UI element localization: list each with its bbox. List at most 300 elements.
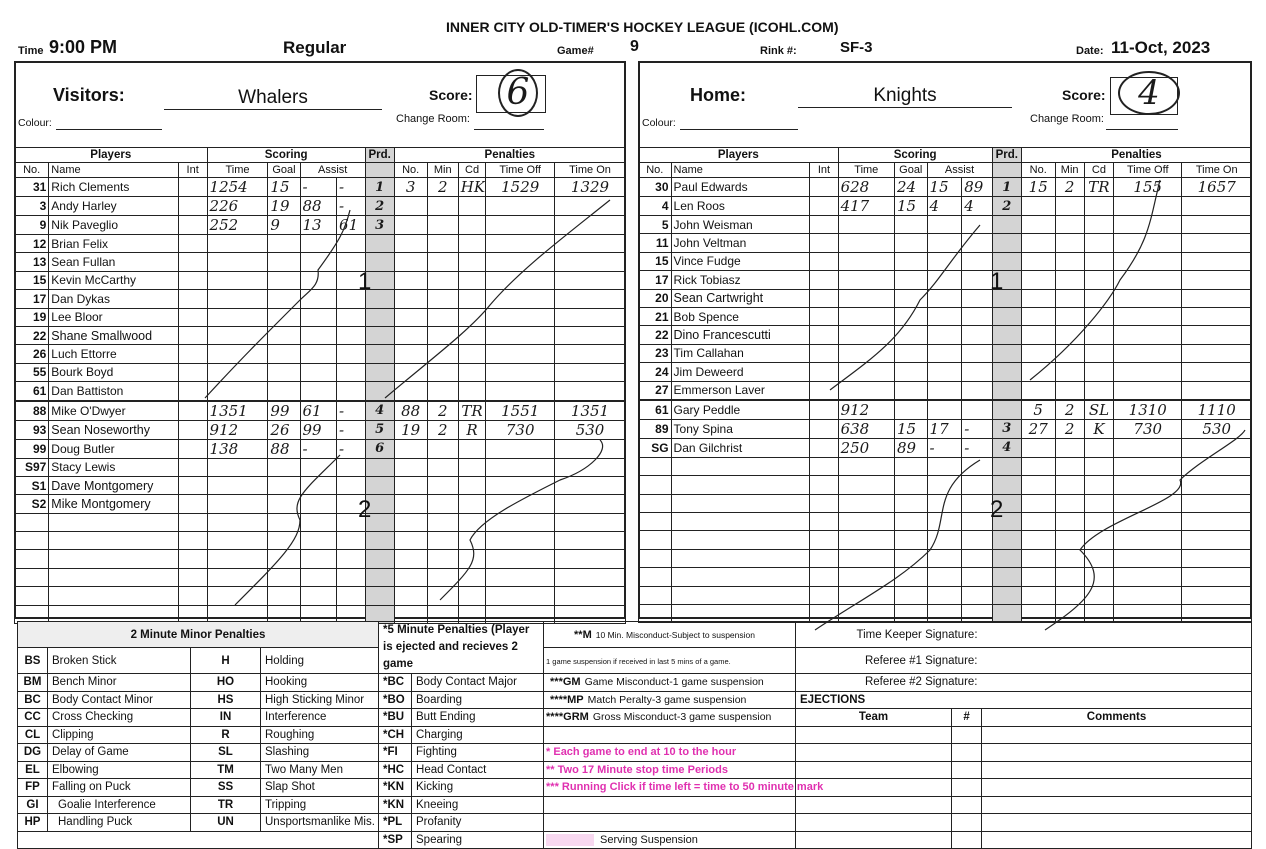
penalty-on	[555, 363, 626, 381]
penalty-off	[1114, 234, 1182, 252]
penalty-cd	[1084, 549, 1113, 567]
scoring-time: 912	[838, 400, 894, 420]
col-prd	[992, 163, 1021, 178]
penalty-no: 19	[394, 420, 427, 439]
misconduct-text: ** Two 17 Minute stop time Periods	[546, 763, 728, 776]
scoring-goal	[895, 307, 928, 325]
penalty-no	[1021, 234, 1055, 252]
scoring-a1: 99	[300, 420, 337, 439]
table-row	[15, 382, 626, 401]
player-name: Mike Montgomery	[49, 495, 178, 513]
minor-code-2: R	[191, 726, 261, 744]
scoring-goal	[268, 476, 300, 494]
scoring-a1: 61	[300, 401, 337, 421]
scoring-a1	[300, 326, 337, 344]
penalties-header: Penalties	[394, 148, 625, 163]
period-cell	[365, 568, 394, 586]
penalty-on	[555, 587, 626, 605]
scoring-goal	[268, 458, 300, 476]
minor-code: CC	[18, 709, 48, 727]
ejection-comments-cell[interactable]	[982, 831, 1252, 849]
period-cell	[992, 457, 1021, 475]
penalty-off	[486, 382, 555, 401]
penalty-no	[1021, 513, 1055, 531]
period-cell	[992, 476, 1021, 494]
scoring-a1	[927, 586, 962, 604]
scoring-time: 250	[838, 438, 894, 457]
signature-label: Referee #2 Signature:	[796, 674, 982, 692]
ejection-number-cell[interactable]	[952, 814, 982, 832]
ejection-number-cell[interactable]	[952, 779, 982, 797]
ejection-comments-cell[interactable]	[982, 814, 1252, 832]
period-cell	[365, 235, 394, 253]
player-name: Bob Spence	[671, 307, 810, 325]
penalty-no	[394, 532, 427, 550]
player-number: 88	[15, 401, 49, 421]
scoring-a1: 13	[300, 216, 337, 235]
ejection-number-cell[interactable]	[952, 831, 982, 849]
misconduct-text: ***GM	[550, 676, 581, 689]
int-cell	[810, 476, 838, 494]
time-label: Time	[18, 45, 44, 57]
scoring-header: Scoring	[207, 148, 365, 163]
penalty-on	[555, 308, 626, 326]
penalty-cd	[1084, 344, 1113, 362]
penalty-no	[1021, 457, 1055, 475]
player-name	[671, 476, 810, 494]
penalty-no	[394, 290, 427, 308]
penalty-off: 730	[486, 420, 555, 439]
ejection-team-cell[interactable]	[796, 726, 952, 744]
scoring-goal: 19	[268, 197, 300, 216]
scoring-a2	[337, 550, 366, 568]
scoring-goal: 9	[268, 216, 300, 235]
penalty-cd	[458, 290, 486, 308]
table-row	[15, 290, 626, 308]
ejection-comments-cell[interactable]	[982, 779, 1252, 797]
scoring-a2	[962, 307, 992, 325]
minor-name: Handling Puck	[48, 814, 191, 832]
minor-code-2: HS	[191, 691, 261, 709]
scoring-a2	[337, 476, 366, 494]
home-score-value: 4	[1118, 71, 1180, 115]
player-number	[639, 494, 672, 512]
penalty-on	[555, 495, 626, 513]
penalty-on	[1182, 586, 1252, 604]
minor-code: DG	[18, 744, 48, 762]
penalty-min	[427, 476, 458, 494]
home-colour-label: Colour:	[642, 117, 676, 129]
penalty-on: 1351	[555, 401, 626, 421]
scoring-time	[838, 216, 894, 234]
scoring-a1	[300, 308, 337, 326]
penalty-no	[394, 326, 427, 344]
player-number: S97	[15, 458, 49, 476]
scoring-time	[207, 271, 268, 289]
penalty-on	[1182, 252, 1252, 270]
ejection-comments-cell[interactable]	[982, 761, 1252, 779]
penalty-min	[427, 532, 458, 550]
ejection-team-cell[interactable]	[796, 831, 952, 849]
period-cell: 6	[365, 439, 394, 458]
player-name: Sean Cartwright	[671, 289, 810, 307]
penalty-cd	[458, 363, 486, 381]
penalty-cd	[458, 308, 486, 326]
penalty-off	[486, 290, 555, 308]
player-name: Kevin McCarthy	[49, 271, 178, 289]
ejection-number-cell[interactable]	[952, 726, 982, 744]
player-number: 17	[15, 290, 49, 308]
penalty-off	[486, 458, 555, 476]
misconduct-cell	[544, 709, 796, 727]
penalty-on	[555, 290, 626, 308]
int-cell	[810, 400, 838, 420]
scoring-time	[207, 495, 268, 513]
table-row	[639, 438, 1252, 457]
ejection-number-cell[interactable]	[952, 744, 982, 762]
penalty-on	[1182, 381, 1252, 400]
penalty-min	[1055, 252, 1084, 270]
player-number: 17	[639, 271, 672, 289]
scoring-goal	[895, 568, 928, 586]
penalty-min: 2	[427, 401, 458, 421]
scoring-time	[207, 253, 268, 271]
penalty-cd	[1084, 271, 1113, 289]
ejection-number-cell[interactable]	[952, 796, 982, 814]
scoring-a1	[300, 290, 337, 308]
penalty-cd: SL	[1084, 400, 1113, 420]
int-cell	[810, 344, 838, 362]
minor-name: Body Contact Minor	[48, 691, 191, 709]
penalty-on	[1182, 216, 1252, 234]
period-cell: 4	[365, 401, 394, 421]
player-number: 24	[639, 363, 672, 381]
penalty-cd	[458, 382, 486, 401]
misconduct-cell	[544, 691, 796, 709]
scoring-a1	[300, 476, 337, 494]
player-name: Emmerson Laver	[671, 381, 810, 400]
penalty-no	[1021, 568, 1055, 586]
player-number: 13	[15, 253, 49, 271]
scoring-time: 1254	[207, 178, 268, 197]
scoring-a1	[300, 550, 337, 568]
penalty-no	[1021, 197, 1055, 216]
ejection-team-cell[interactable]	[796, 744, 952, 762]
ejection-comments-cell[interactable]	[982, 796, 1252, 814]
scoring-goal	[268, 382, 300, 401]
penalty-on: 530	[1182, 419, 1252, 438]
scoring-goal	[895, 400, 928, 420]
scoring-time	[207, 550, 268, 568]
col-cd: Cd	[1084, 163, 1113, 178]
penalty-min	[1055, 549, 1084, 567]
table-row	[639, 289, 1252, 307]
penalty-cd	[458, 550, 486, 568]
penalty-no	[394, 587, 427, 605]
table-row	[639, 494, 1252, 512]
penalty-cd	[1084, 586, 1113, 604]
scoring-time	[207, 345, 268, 363]
penalty-min	[1055, 381, 1084, 400]
scoring-a1	[300, 568, 337, 586]
col-int: Int	[810, 163, 838, 178]
scoring-a2	[337, 326, 366, 344]
scoring-a2: -	[962, 419, 992, 438]
scoring-goal: 15	[895, 197, 928, 216]
penalty-off	[1114, 197, 1182, 216]
penalty-off	[486, 326, 555, 344]
penalty-min: 2	[427, 178, 458, 197]
player-number: 11	[639, 234, 672, 252]
table-row	[15, 345, 626, 363]
penalty-off: 1551	[486, 401, 555, 421]
penalty-no	[1021, 586, 1055, 604]
scoring-a2	[962, 326, 992, 344]
penalty-off: 730	[1114, 419, 1182, 438]
table-row	[15, 495, 626, 513]
table-row	[15, 532, 626, 550]
major-name: Profanity	[412, 814, 544, 832]
table-row	[15, 308, 626, 326]
scoring-a2	[337, 587, 366, 605]
int-cell	[810, 197, 838, 216]
player-number	[15, 532, 49, 550]
table-row	[639, 549, 1252, 567]
scoring-a1: 15	[927, 178, 962, 197]
scoring-header: Scoring	[838, 148, 992, 163]
period-cell	[365, 308, 394, 326]
scoring-time	[838, 326, 894, 344]
penalty-off	[486, 532, 555, 550]
penalty-on	[1182, 197, 1252, 216]
table-row	[15, 458, 626, 476]
signature-label: Referee #1 Signature:	[796, 648, 982, 674]
home-score-label: Score:	[1062, 87, 1106, 103]
ejection-comments-cell[interactable]	[982, 726, 1252, 744]
scoring-a1	[927, 307, 962, 325]
player-name	[671, 586, 810, 604]
penalty-off	[1114, 513, 1182, 531]
penalty-min	[1055, 363, 1084, 381]
scoring-goal	[268, 308, 300, 326]
penalty-min	[1055, 289, 1084, 307]
scoring-a1	[927, 252, 962, 270]
major-name: Body Contact Major	[412, 674, 544, 692]
penalty-cd	[458, 513, 486, 531]
penalty-min: 2	[427, 420, 458, 439]
major-code: *PL	[379, 814, 412, 832]
table-row	[15, 401, 626, 421]
penalty-min	[1055, 494, 1084, 512]
player-name	[49, 550, 178, 568]
penalty-on	[1182, 476, 1252, 494]
minor-code: GI	[18, 796, 48, 814]
ejection-comments-cell[interactable]	[982, 744, 1252, 762]
signature-line[interactable]	[982, 622, 1252, 648]
signature-line[interactable]	[982, 674, 1252, 692]
scoring-time	[207, 513, 268, 531]
penalty-min	[427, 495, 458, 513]
scoring-a2	[962, 289, 992, 307]
scoring-a1	[927, 457, 962, 475]
player-name: Tim Callahan	[671, 344, 810, 362]
penalty-cd	[1084, 289, 1113, 307]
player-number	[639, 568, 672, 586]
misconduct-cell	[544, 779, 824, 797]
penalty-min	[1055, 326, 1084, 344]
minor-name-2: Holding	[261, 648, 379, 674]
misconduct-text: *** Running Click if time left = time to 50 minute mark	[546, 781, 824, 794]
scoring-a2: -	[337, 420, 366, 439]
ejection-team-cell[interactable]	[796, 796, 952, 814]
penalty-no: 5	[1021, 400, 1055, 420]
player-name: Brian Felix	[49, 235, 178, 253]
ejection-team-cell[interactable]	[796, 761, 952, 779]
penalty-min	[427, 197, 458, 216]
penalty-off	[486, 363, 555, 381]
penalty-on	[1182, 513, 1252, 531]
scoring-time: 912	[207, 420, 268, 439]
scoring-a2	[962, 381, 992, 400]
minor-name: Falling on Puck	[48, 779, 191, 797]
table-row	[15, 326, 626, 344]
player-name: Doug Butler	[49, 439, 178, 458]
misconduct-cell	[544, 814, 796, 832]
penalty-min	[427, 235, 458, 253]
visitors-change-room-label: Change Room:	[396, 113, 470, 125]
penalty-min	[427, 458, 458, 476]
serving-suspension-label: Serving Suspension	[600, 833, 698, 846]
misconduct-text: * Each game to end at 10 to the hour	[546, 746, 737, 759]
misconduct-cell	[544, 796, 796, 814]
period-cell: 5	[365, 420, 394, 439]
scoring-time: 226	[207, 197, 268, 216]
minor-code-2: UN	[191, 814, 261, 832]
scoring-goal: 24	[895, 178, 928, 197]
penalty-on: 1329	[555, 178, 626, 197]
penalty-no	[1021, 381, 1055, 400]
player-name: Rich Clements	[49, 178, 178, 197]
minor-code: BM	[18, 674, 48, 692]
signature-label: Time Keeper Signature:	[796, 622, 982, 648]
scoring-a2	[962, 513, 992, 531]
visitors-change-room-line	[474, 129, 544, 130]
scoring-time	[207, 382, 268, 401]
penalty-min	[427, 382, 458, 401]
player-name	[671, 513, 810, 531]
table-row	[15, 568, 626, 586]
player-number: S2	[15, 495, 49, 513]
penalty-cd	[1084, 457, 1113, 475]
scoring-goal: 26	[268, 420, 300, 439]
penalty-no	[1021, 363, 1055, 381]
table-row	[15, 271, 626, 289]
misconduct-cell	[544, 761, 796, 779]
scoring-a2: -	[337, 178, 366, 197]
penalty-off	[1114, 531, 1182, 549]
misconduct-text: Gross Misconduct-3 game suspension	[592, 711, 772, 724]
table-row	[15, 420, 626, 439]
scoring-goal	[895, 549, 928, 567]
minor-code: BS	[18, 648, 48, 674]
misconduct-text: ****GRM	[546, 711, 589, 724]
scoring-time	[838, 381, 894, 400]
scoring-goal	[268, 495, 300, 513]
table-row	[639, 531, 1252, 549]
table-row	[15, 587, 626, 605]
scoring-a1	[300, 495, 337, 513]
player-number: 31	[15, 178, 49, 197]
period-cell	[992, 216, 1021, 234]
misconduct-cell	[544, 831, 796, 849]
penalty-min	[1055, 234, 1084, 252]
scoring-a2	[962, 271, 992, 289]
player-name: Vince Fudge	[671, 252, 810, 270]
penalty-off	[1114, 586, 1182, 604]
misconduct-text: Game Misconduct-1 game suspension	[584, 676, 764, 689]
scoring-a2	[337, 532, 366, 550]
ejection-number-cell[interactable]	[952, 761, 982, 779]
minor-code: HP	[18, 814, 48, 832]
col-prd	[365, 163, 394, 178]
penalty-cd	[458, 532, 486, 550]
penalty-no	[1021, 549, 1055, 567]
player-number: SG	[639, 438, 672, 457]
period-cell	[365, 363, 394, 381]
player-name: Bourk Boyd	[49, 363, 178, 381]
scoring-a2	[962, 549, 992, 567]
period-cell: 1	[992, 178, 1021, 197]
player-name	[671, 568, 810, 586]
major-code: *FI	[379, 744, 412, 762]
player-name: John Weisman	[671, 216, 810, 234]
players-header: Players	[639, 148, 839, 163]
penalty-cd: TR	[458, 401, 486, 421]
period-cell	[365, 326, 394, 344]
penalty-no	[394, 513, 427, 531]
prd-header: Prd.	[992, 148, 1021, 163]
scoring-goal	[268, 326, 300, 344]
visitors-team-name: Whalers	[164, 87, 382, 110]
int-cell	[178, 382, 207, 401]
game-label: Game#	[557, 45, 594, 57]
major-code: *CH	[379, 726, 412, 744]
signature-line[interactable]	[982, 648, 1252, 674]
minor-name: Bench Minor	[48, 674, 191, 692]
scoring-a1	[300, 532, 337, 550]
penalty-min	[427, 345, 458, 363]
penalty-min	[1055, 344, 1084, 362]
int-cell	[810, 586, 838, 604]
penalty-cd	[458, 253, 486, 271]
ejection-team-cell[interactable]	[796, 814, 952, 832]
penalty-off	[486, 587, 555, 605]
col-time-off: Time Off	[486, 163, 555, 178]
player-name: Rick Tobiasz	[671, 271, 810, 289]
minor-code-2: IN	[191, 709, 261, 727]
major-code: *HC	[379, 761, 412, 779]
penalty-min	[1055, 197, 1084, 216]
table-row	[15, 439, 626, 458]
period-cell	[365, 345, 394, 363]
player-name	[49, 587, 178, 605]
scoring-a2	[337, 458, 366, 476]
legend-row	[18, 622, 1252, 648]
penalty-min	[1055, 531, 1084, 549]
penalty-on	[1182, 234, 1252, 252]
scoring-time	[207, 290, 268, 308]
player-name: Nik Paveglio	[49, 216, 178, 235]
